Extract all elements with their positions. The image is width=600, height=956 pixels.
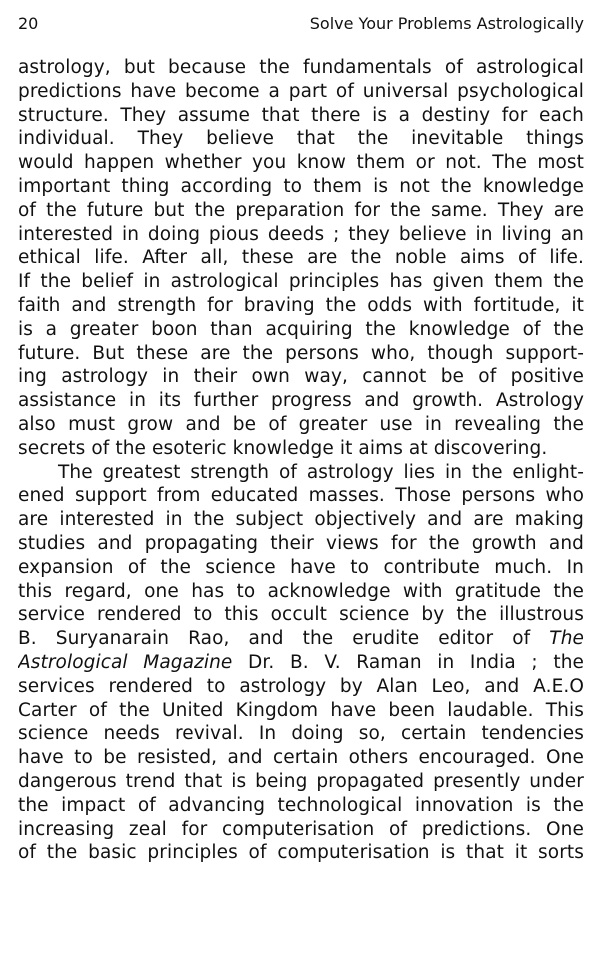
text-line: services rendered to astrology by Alan Leo, and A.E.O bbox=[18, 675, 584, 697]
text-line: would happen whether you know them or not. The most bbox=[18, 152, 584, 174]
page-number: 20 bbox=[18, 14, 39, 33]
text-line: ethical life. After all, these are the noble aims of life. bbox=[18, 247, 584, 269]
text-line: ing astrology in their own way, cannot be of positive bbox=[18, 366, 584, 388]
text-line bbox=[18, 627, 584, 651]
text-line: increasing zeal for computerisation of predictions. One bbox=[18, 818, 584, 840]
body-text bbox=[18, 56, 584, 865]
text-line: faith and strength for braving the odds with fortitude, it bbox=[18, 294, 584, 316]
text-line: important thing according to them is not the knowledge bbox=[18, 175, 584, 197]
text-line: predictions have become a part of universal psychological bbox=[18, 80, 584, 102]
text-line bbox=[18, 651, 584, 675]
text-line: future. But these are the persons who, though support- bbox=[18, 342, 584, 364]
text-line: dangerous trend that is being propagated presently under bbox=[18, 770, 584, 792]
text-line: is a greater boon than acquiring the knowledge of the bbox=[18, 318, 584, 340]
text-line: science needs revival. In doing so, certain tendencies bbox=[18, 723, 584, 745]
text-line: of the basic principles of computerisation is that it sorts bbox=[18, 842, 584, 864]
text-line: structure. They assume that there is a destiny for each bbox=[18, 104, 584, 126]
text-segment: Dr. B. V. Raman in India ; the bbox=[248, 651, 584, 673]
text-line: Carter of the United Kingdom have been laudable. This bbox=[18, 699, 584, 721]
page-header bbox=[18, 12, 584, 36]
italic-title-segment: The bbox=[549, 628, 584, 650]
text-line: have to be resisted, and certain others encouraged. One bbox=[18, 747, 584, 769]
running-title: Solve Your Problems Astrologically bbox=[309, 14, 584, 33]
text-line: are interested in the subject objectively and are making bbox=[18, 509, 584, 531]
text-line: individual. They believe that the inevitable things bbox=[18, 128, 584, 150]
text-line: astrology, but because the fundamentals of astrological bbox=[18, 57, 584, 78]
text-line: studies and propagating their views for the growth and bbox=[18, 532, 584, 554]
text-line: interested in doing pious deeds ; they believe in living an bbox=[18, 223, 584, 245]
text-line: expansion of the science have to contribute much. In bbox=[18, 556, 584, 578]
text-segment: B. Suryanarain Rao, and the erudite editor of bbox=[18, 628, 531, 650]
italic-title-segment: Astrological Magazine bbox=[18, 651, 233, 673]
text-line: ened support from educated masses. Those persons who bbox=[18, 485, 584, 507]
text-line: service rendered to this occult science by the illustrous bbox=[18, 604, 584, 626]
text-line: If the belief in astrological principles has given them the bbox=[18, 271, 584, 293]
text-line: of the future but the preparation for the same. They are bbox=[18, 199, 584, 221]
text-line: assistance in its further progress and growth. Astrology bbox=[18, 390, 584, 412]
text-line: The greatest strength of astrology lies in the enlight- bbox=[58, 461, 584, 483]
text-line: this regard, one has to acknowledge with gratitude the bbox=[18, 580, 584, 602]
text-line: secrets of the esoteric knowledge it aims at discovering. bbox=[18, 437, 548, 459]
text-line: also must grow and be of greater use in revealing the bbox=[18, 413, 584, 435]
text-line: the impact of advancing technological innovation is the bbox=[18, 794, 584, 816]
